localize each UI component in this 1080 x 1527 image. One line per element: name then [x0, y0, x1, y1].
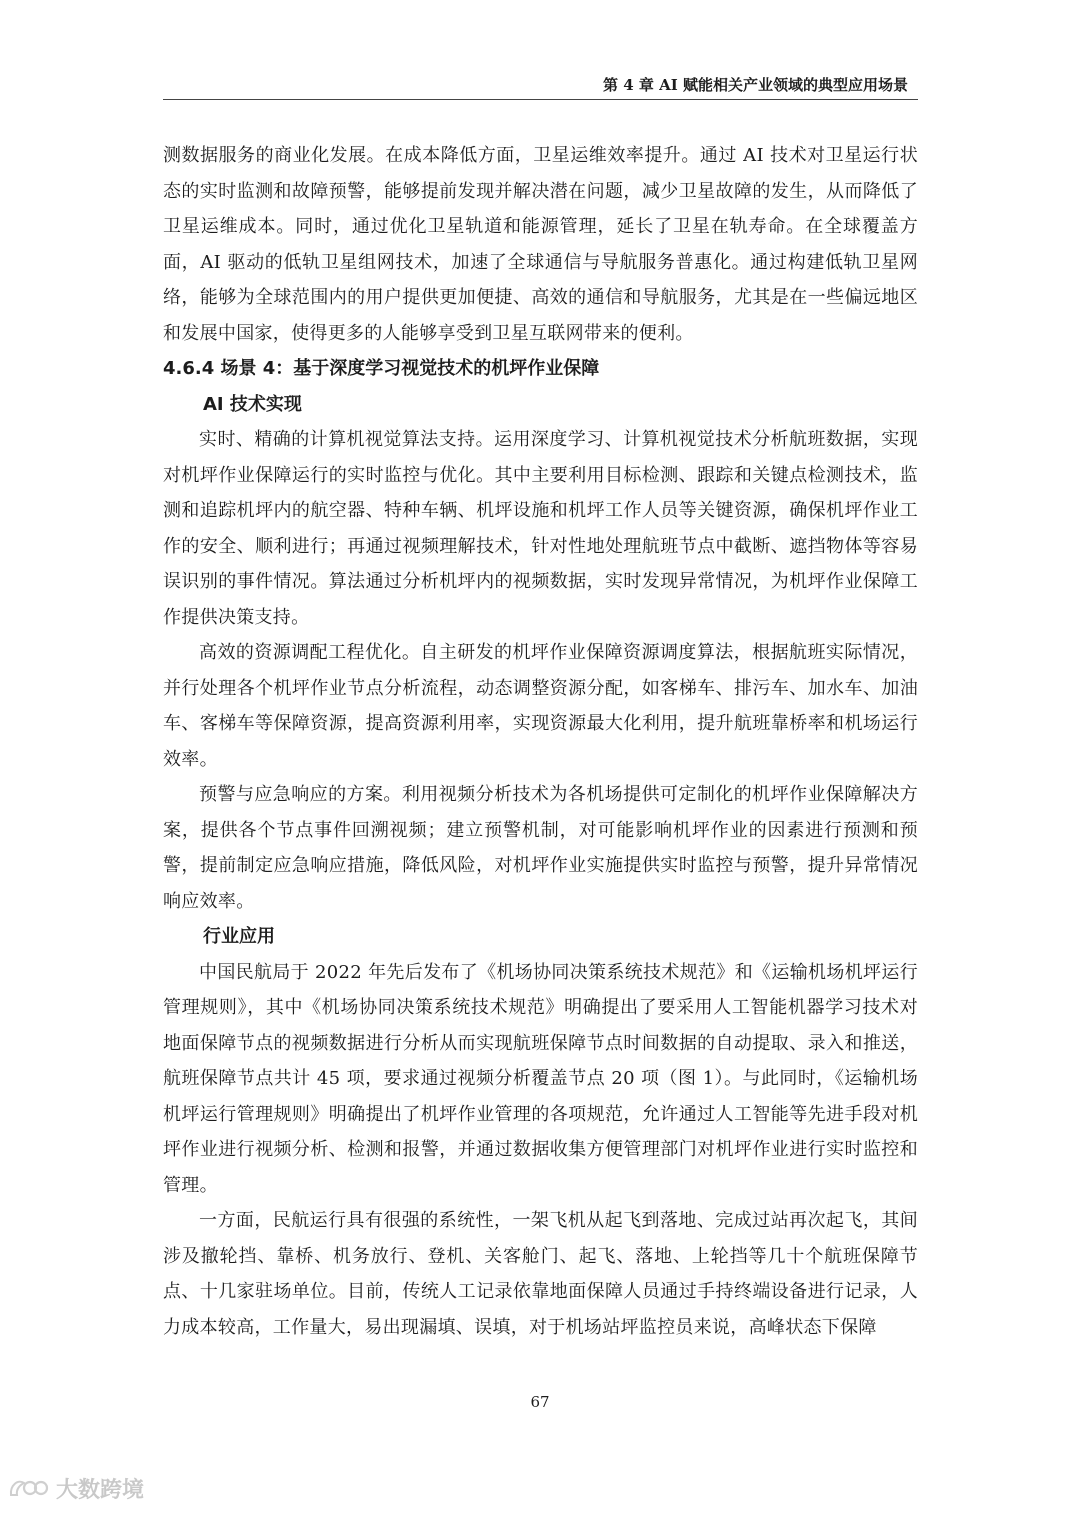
watermark-text: 大数跨境 — [56, 1477, 145, 1503]
page-number: 67 — [530, 1393, 550, 1411]
watermark — [8, 1468, 144, 1508]
page-body — [163, 138, 918, 1345]
watermark-logo-icon — [8, 1475, 50, 1501]
section-title: 4.6.4 场景 4：基于深度学习视觉技术的机坪作业保障 — [163, 358, 600, 379]
paragraph-vision-algorithm: 实时、精确的计算机视觉算法支持。运用深度学习、计算机视觉技术分析航班数据，实现对机坪作业保障运行的实时监控与优化。其中主要利用目标检测、跟踪和关键点检测技术，监测和追踪机坪内的航空器、特种车辆、机坪设施和机坪工作人员等关键资源，确保机坪作业工作的安全、顺利进行；再通过视频理解技术，针对性地处理航班节点中截断、遮挡物体等容易误识别的事件情况。算法通过分析机坪内的视频数据，实时发现异常情况，为机坪作业保障工作提供决策支持。 — [163, 429, 918, 628]
paragraph-resource-scheduling: 高效的资源调配工程优化。自主研发的机坪作业保障资源调度算法，根据航班实际情况，并行处理各个机坪作业节点分析流程，动态调整资源分配，如客梯车、排污车、加水车、加油车、客梯车等保障资源，提高资源利用率，实现资源最大化利用，提升航班靠桥率和机场运行效率。 — [163, 642, 918, 770]
subheading-industry-application: 行业应用 — [203, 926, 275, 947]
running-header: 第 4 章 AI 赋能相关产业领域的典型应用场景 — [163, 70, 918, 100]
paragraph-early-warning: 预警与应急响应的方案。利用视频分析技术为各机场提供可定制化的机坪作业保障解决方案，提供各个节点事件回溯视频；建立预警机制，对可能影响机坪作业的因素进行预测和预警，提前制定应急响应措施，降低风险，对机坪作业实施提供实时监控与预警，提升异常情况响应效率。 — [163, 784, 918, 912]
subheading-ai-implementation: AI 技术实现 — [203, 393, 302, 415]
paragraph-civil-aviation-operations: 一方面，民航运行具有很强的系统性，一架飞机从起飞到落地、完成过站再次起飞，其间涉及撤轮挡、靠桥、机务放行、登机、关客舱门、起飞、落地、上轮挡等几十个航班保障节点、十几家驻场单位。目前，传统人工记录依靠地面保障人员通过手持终端设备进行记录，人力成本较高，工作量大，易出现漏填、误填，对于机场站坪监控员来说，高峰状态下保障 — [163, 1210, 918, 1338]
paragraph-continuation: 测数据服务的商业化发展。在成本降低方面，卫星运维效率提升。通过 AI 技术对卫星运行状态的实时监测和故障预警，能够提前发现并解决潜在问题，减少卫星故障的发生，从而降低了卫星运维成本。同时，通过优化卫星轨道和能源管理，延长了卫星在轨寿命。在全球覆盖方面，AI 驱动的低轨卫星组网技术，加速了全球通信与导航服务普惠化。通过构建低轨卫星网络，能够为全球范围内的用户提供更加便捷、高效的通信和导航服务，尤其是在一些偏远地区和发展中国家，使得更多的人能够享受到卫星互联网带来的便利。 — [163, 145, 918, 344]
paragraph-caac-regulations: 中国民航局于 2022 年先后发布了《机场协同决策系统技术规范》和《运输机场机坪运行管理规则》，其中《机场协同决策系统技术规范》明确提出了要采用人工智能机器学习技术对地面保障节点的视频数据进行分析从而实现航班保障节点时间数据的自动提取、录入和推送，航班保障节点共计 45 项，要求通过视频分析覆盖节点 20 项（图 1）。与此同时，《运输机场机坪运行管理规则》明确提出了机坪作业管理的各项规范，允许通过人工智能等先进手段对机坪作业进行视频分析、检测和报警，并通过数据收集方便管理部门对机坪作业进行实时监控和管理。 — [163, 961, 918, 1196]
